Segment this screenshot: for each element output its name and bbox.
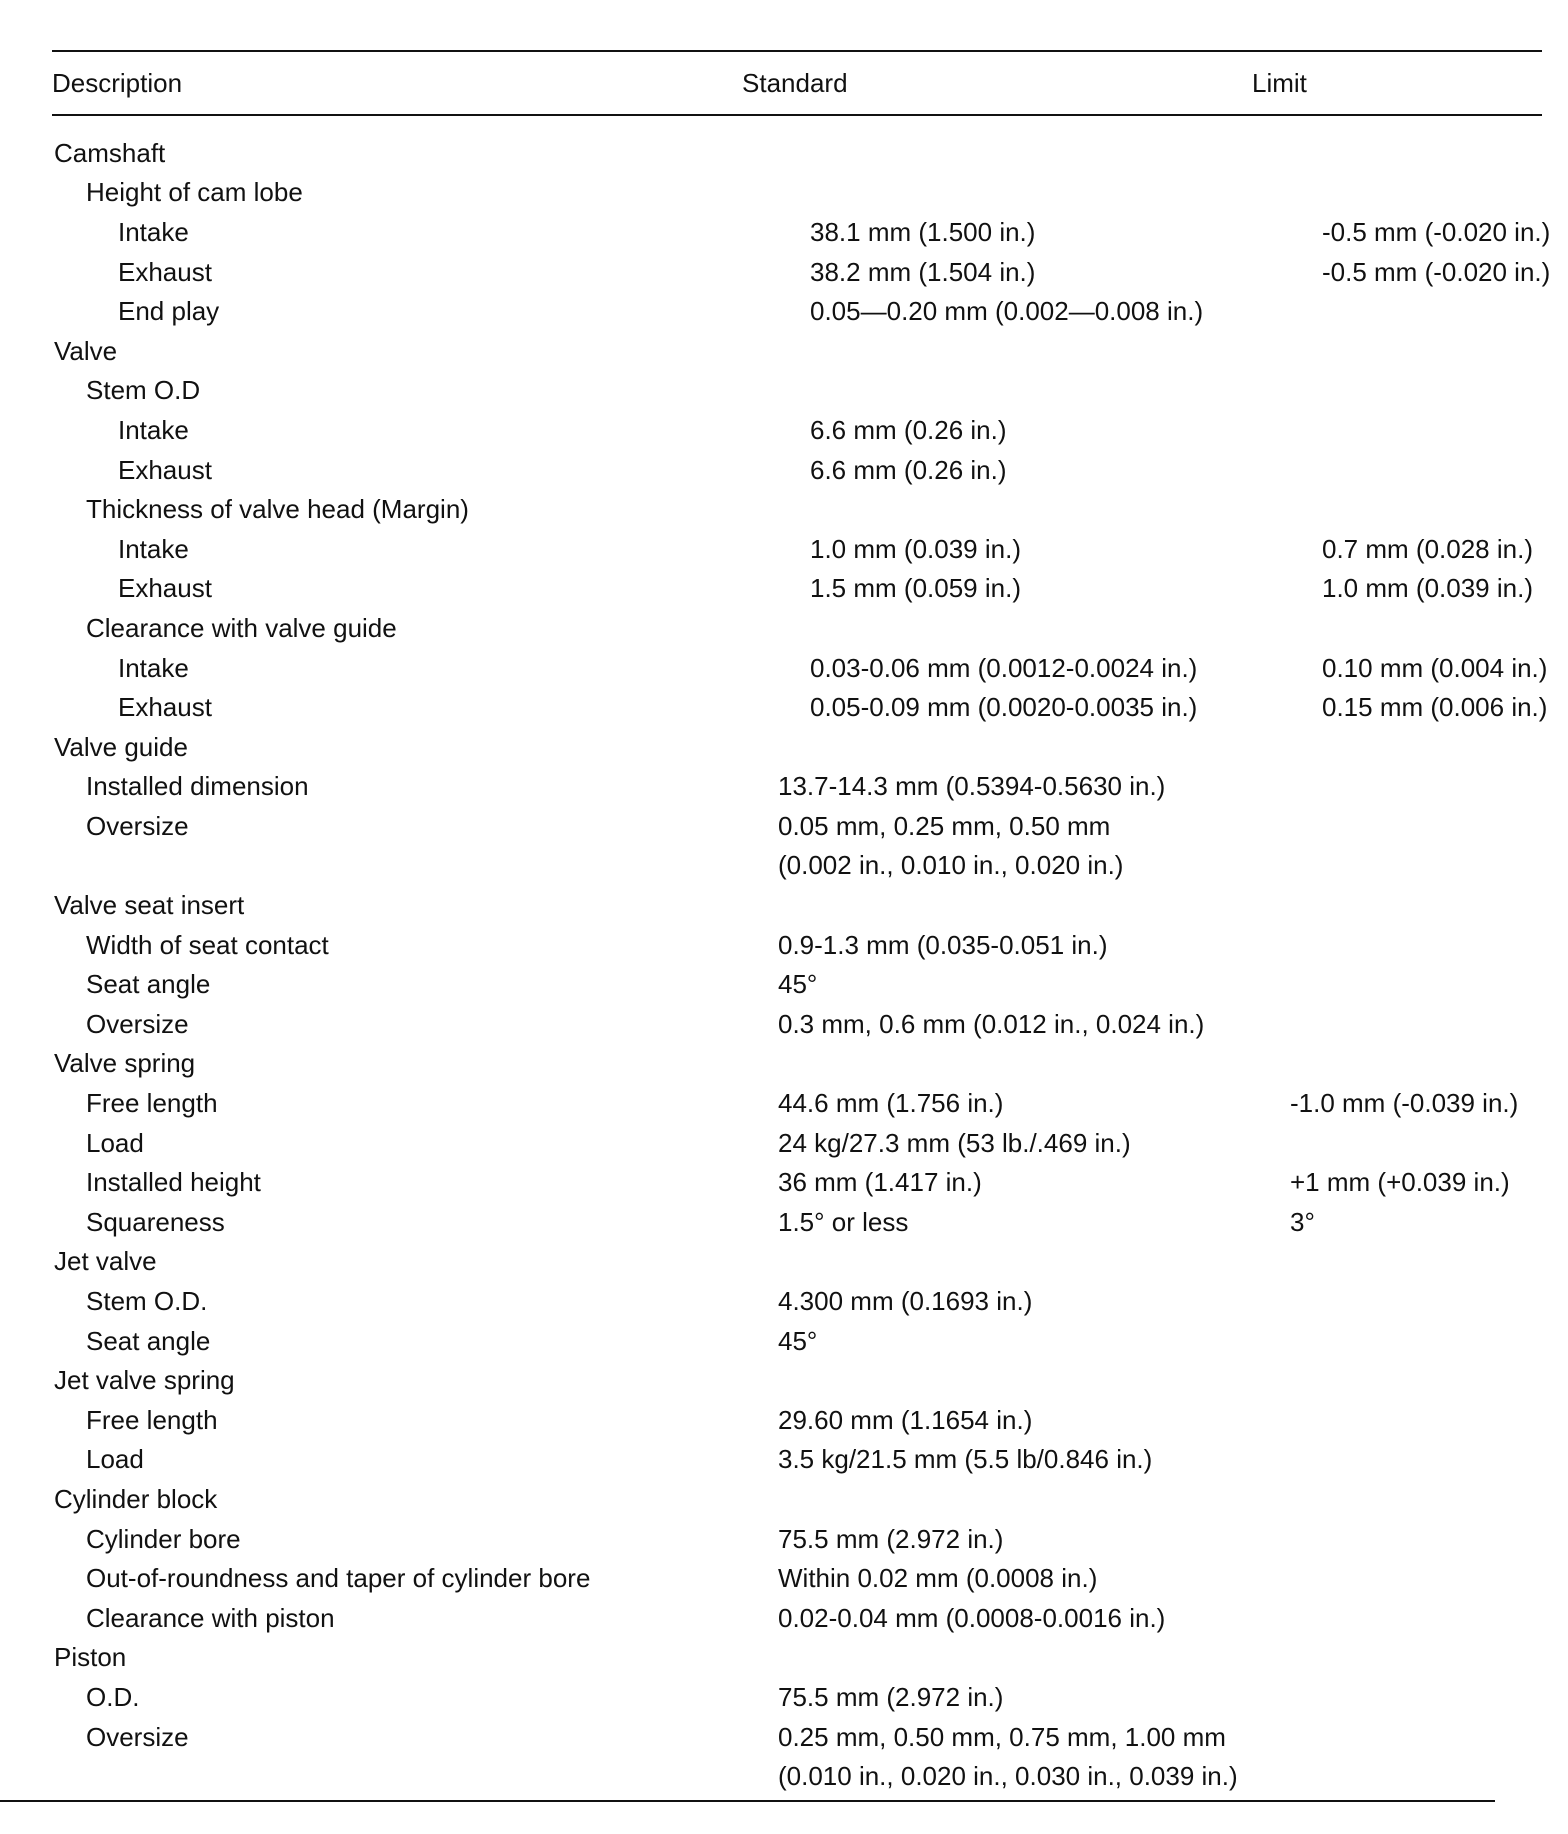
row-description: Oversize	[86, 1721, 189, 1752]
table-row	[52, 1202, 1542, 1242]
row-standard: 4.300 mm (0.1693 in.)	[778, 1286, 1033, 1317]
row-description: Intake	[118, 652, 189, 683]
row-standard: 13.7-14.3 mm (0.5394-0.5630 in.)	[778, 771, 1166, 802]
row-description: Valve spring	[54, 1048, 196, 1079]
row-standard: 0.05-0.09 mm (0.0020-0.0035 in.)	[810, 692, 1198, 723]
row-description: Squareness	[86, 1206, 225, 1237]
row-standard: 0.3 mm, 0.6 mm (0.012 in., 0.024 in.)	[778, 1008, 1205, 1039]
row-limit: 0.7 mm (0.028 in.)	[1322, 533, 1533, 564]
row-standard: 1.0 mm (0.039 in.)	[810, 533, 1021, 564]
row-standard: 0.05—0.20 mm (0.002—0.008 in.)	[810, 296, 1204, 327]
table-row	[52, 1638, 1542, 1678]
table-row	[52, 608, 1542, 648]
row-description: Seat angle	[86, 969, 211, 1000]
row-description: Exhaust	[118, 256, 212, 287]
table-row	[52, 727, 1542, 767]
row-limit: -1.0 mm (-0.039 in.)	[1290, 1088, 1519, 1119]
row-standard: (0.010 in., 0.020 in., 0.030 in., 0.039 in.)	[778, 1761, 1238, 1792]
table-row	[52, 687, 1548, 727]
row-limit: -0.5 mm (-0.020 in.)	[1322, 256, 1551, 287]
table-row	[52, 1440, 1542, 1480]
row-description: Load	[86, 1127, 144, 1158]
row-limit: 1.0 mm (0.039 in.)	[1322, 573, 1533, 604]
table-row	[52, 173, 1542, 213]
table-row	[52, 1123, 1542, 1163]
row-description: Cylinder block	[54, 1483, 218, 1514]
table-row	[52, 1162, 1542, 1202]
table-row	[52, 331, 1542, 371]
header-standard: Standard	[742, 67, 848, 98]
row-standard: 3.5 kg/21.5 mm (5.5 lb/0.846 in.)	[778, 1444, 1153, 1475]
row-standard: 75.5 mm (2.972 in.)	[778, 1681, 1004, 1712]
row-description: Oversize	[86, 1008, 189, 1039]
row-description: Installed height	[86, 1167, 261, 1198]
row-description: Jet valve	[54, 1246, 157, 1277]
row-standard: 45°	[778, 969, 818, 1000]
table-row	[52, 885, 1542, 925]
row-description: Valve	[54, 335, 118, 366]
row-description: Thickness of valve head (Margin)	[86, 494, 469, 525]
table-row	[52, 648, 1548, 688]
table-row	[52, 1360, 1542, 1400]
table-row	[52, 212, 1551, 252]
row-standard: 0.25 mm, 0.50 mm, 0.75 mm, 1.00 mm	[778, 1721, 1226, 1752]
table-row	[52, 1479, 1542, 1519]
table-row	[52, 489, 1542, 529]
row-description: Exhaust	[118, 573, 212, 604]
row-standard: 1.5 mm (0.059 in.)	[810, 573, 1021, 604]
row-standard: 45°	[778, 1325, 818, 1356]
row-description: End play	[118, 296, 220, 327]
row-description: Oversize	[86, 810, 189, 841]
table-row	[52, 529, 1542, 569]
row-description: Cylinder bore	[86, 1523, 241, 1554]
row-description: Exhaust	[118, 454, 212, 485]
row-standard: 0.9-1.3 mm (0.035-0.051 in.)	[778, 929, 1108, 960]
row-description: Camshaft	[54, 137, 166, 168]
row-description: Jet valve spring	[54, 1365, 235, 1396]
row-standard: 36 mm (1.417 in.)	[778, 1167, 982, 1198]
table-row	[52, 1677, 1542, 1717]
table-row	[52, 291, 1542, 331]
row-description: Width of seat contact	[86, 929, 329, 960]
row-description: Free length	[86, 1404, 218, 1435]
row-description: O.D.	[86, 1681, 140, 1712]
table-row	[52, 371, 1542, 411]
row-description: Stem O.D.	[86, 1286, 208, 1317]
row-standard: 24 kg/27.3 mm (53 lb./.469 in.)	[778, 1127, 1131, 1158]
table-row	[52, 252, 1551, 292]
table-row	[52, 767, 1542, 807]
row-description: Valve guide	[54, 731, 188, 762]
bottom-rule	[0, 1800, 1495, 1802]
table-row	[52, 1044, 1542, 1084]
table-row	[52, 1519, 1542, 1559]
row-description: Exhaust	[118, 692, 212, 723]
row-description: Clearance with piston	[86, 1602, 335, 1633]
table-row	[52, 133, 1542, 173]
spec-table	[52, 50, 1551, 1796]
table-row	[52, 569, 1542, 609]
row-standard: 29.60 mm (1.1654 in.)	[778, 1404, 1033, 1435]
row-standard: 1.5° or less	[778, 1206, 909, 1237]
table-row	[52, 1281, 1542, 1321]
row-description: Free length	[86, 1088, 218, 1119]
row-limit: 0.10 mm (0.004 in.)	[1322, 652, 1548, 683]
row-standard: (0.002 in., 0.010 in., 0.020 in.)	[778, 850, 1124, 881]
row-description: Installed dimension	[86, 771, 309, 802]
table-row	[52, 806, 1542, 846]
table-row	[52, 1717, 1542, 1757]
header-limit: Limit	[1252, 67, 1307, 98]
table-row	[52, 1321, 1542, 1361]
row-limit: -0.5 mm (-0.020 in.)	[1322, 216, 1551, 247]
row-standard: 0.05 mm, 0.25 mm, 0.50 mm	[778, 810, 1111, 841]
table-row	[52, 1598, 1542, 1638]
row-standard: 6.6 mm (0.26 in.)	[810, 454, 1007, 485]
table-row	[52, 410, 1542, 450]
table-row	[52, 846, 1542, 886]
table-row	[52, 450, 1542, 490]
row-standard: 38.2 mm (1.504 in.)	[810, 256, 1036, 287]
table-row	[52, 925, 1542, 965]
table-row	[52, 1083, 1542, 1123]
row-description: Stem O.D	[86, 375, 201, 406]
row-standard: 0.02-0.04 mm (0.0008-0.0016 in.)	[778, 1602, 1166, 1633]
row-description: Out-of-roundness and taper of cylinder bore	[86, 1563, 591, 1594]
row-standard: 0.03-0.06 mm (0.0012-0.0024 in.)	[810, 652, 1198, 683]
row-standard: 44.6 mm (1.756 in.)	[778, 1088, 1004, 1119]
table-body	[52, 116, 1551, 1796]
table-row	[52, 1004, 1542, 1044]
table-row	[52, 1558, 1542, 1598]
row-limit: +1 mm (+0.039 in.)	[1290, 1167, 1510, 1198]
row-description: Piston	[54, 1642, 127, 1673]
table-row	[52, 964, 1542, 1004]
row-description: Height of cam lobe	[86, 177, 303, 208]
row-standard: 75.5 mm (2.972 in.)	[778, 1523, 1004, 1554]
table-row	[52, 1242, 1542, 1282]
row-description: Clearance with valve guide	[86, 612, 397, 643]
row-description: Intake	[118, 533, 189, 564]
row-description: Intake	[118, 216, 189, 247]
row-standard: Within 0.02 mm (0.0008 in.)	[778, 1563, 1098, 1594]
row-limit: 3°	[1290, 1206, 1315, 1237]
row-description: Intake	[118, 414, 189, 445]
header-row	[52, 52, 1542, 114]
row-standard: 38.1 mm (1.500 in.)	[810, 216, 1036, 247]
header-description: Description	[52, 67, 183, 98]
row-description: Seat angle	[86, 1325, 211, 1356]
table-row	[52, 1400, 1542, 1440]
row-standard: 6.6 mm (0.26 in.)	[810, 414, 1007, 445]
table-row	[52, 1756, 1542, 1796]
row-description: Valve seat insert	[54, 890, 245, 921]
row-description: Load	[86, 1444, 144, 1475]
row-limit: 0.15 mm (0.006 in.)	[1322, 692, 1548, 723]
